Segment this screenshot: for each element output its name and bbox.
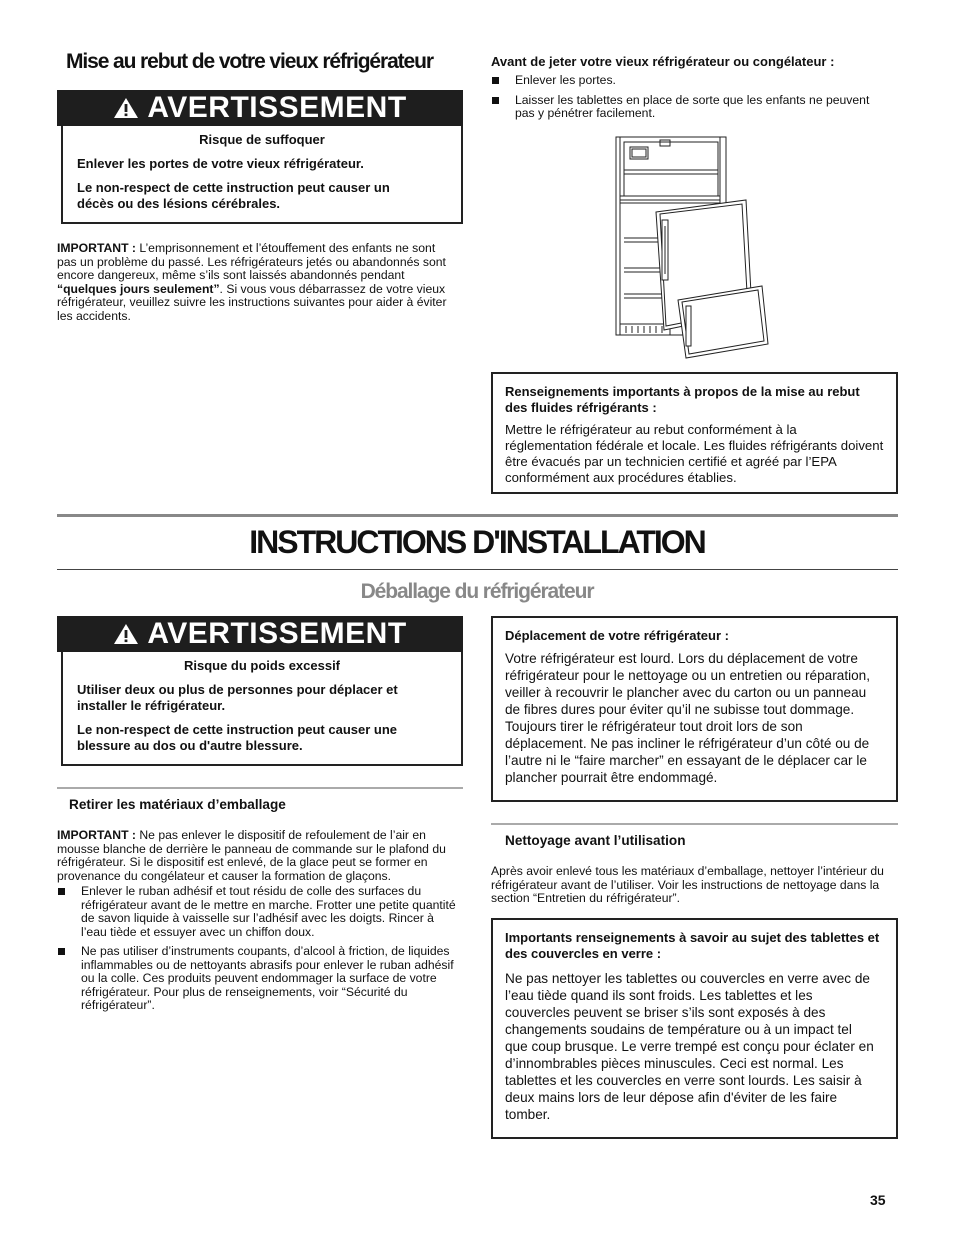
divider-bottom <box>57 569 898 570</box>
remove-packaging-important <box>57 829 462 883</box>
refrigerant-box-text: Mettre le réfrigérateur au rebut conformément à la réglementation fédérale et locale. Les fluides réfrigérants doivent être évacués par un technicien certifié et agréé par l’EPA conformément aux procédures établies. <box>505 422 884 485</box>
warning-triangle-icon <box>113 622 139 646</box>
before-disposal-title: Avant de jeter votre vieux réfrigérateur ou congélateur : <box>491 54 835 69</box>
section-subtitle: Déballage du réfrigérateur <box>360 580 594 603</box>
warning-banner-label: AVERTISSEMENT <box>147 617 407 650</box>
warning-body <box>61 652 463 766</box>
list-item: Ne pas utiliser d’instruments coupants, d’alcool à friction, de liquides inflammables ou de nettoyants abrasifs pour enlever le ruban adhésif ou la colle. Ces produits peuvent endommager la surface de votre réfrigérateur. Pour plus de renseignements, voir “Sécurité du réfrigérateur”. <box>57 945 462 1013</box>
moving-box-text: Votre réfrigérateur est lourd. Lors du déplacement de votre réfrigérateur pour le nettoyage ou un entretien ou réparation, veiller à recouvrir le plancher avec du carton ou un panneau de fibres dures pour éviter qu’il ne subisse tout dommage. Toujours tirer le réfrigérateur tout droit lors de son déplacement. Ne pas incliner le réfrigérateur d’un côté ou de l’autre ni le “faire marcher” en essayant de le déplacer car le plancher pourrait être endommagé. <box>505 651 871 785</box>
moving-refrigerator-box <box>491 616 898 802</box>
section-title-disposal: Mise au rebut de votre vieux réfrigérateur <box>66 50 433 73</box>
warning-weight <box>57 616 463 766</box>
important-paragraph <box>57 242 447 323</box>
important-label: IMPORTANT : <box>57 241 136 255</box>
list-item: Enlever les portes. <box>491 74 891 88</box>
list-item: Laisser les tablettes en place de sorte que les enfants ne peuvent pas y pénétrer facilement. <box>491 94 891 121</box>
important-text: L’emprisonnement et l’étouffement des enfants ne sont pas un problème du passé. Les réfrigérateurs jetés ou abandonnés sont encore dangereux, même s’ils sont laissés abandonnés pendant <box>57 241 446 282</box>
warning-banner-label: AVERTISSEMENT <box>147 91 407 124</box>
important-label: IMPORTANT : <box>57 828 136 842</box>
page-number: 35 <box>870 1192 886 1208</box>
warning-instruction: Enlever les portes de votre vieux réfrigérateur. <box>77 156 364 171</box>
important-text-2: . Si vous vous débarrassez de votre vieux réfrigérateur, veuillez suivre les instructions suivantes pour aider à éviter les accidents. <box>57 281 447 323</box>
warning-triangle-icon <box>113 96 139 120</box>
warning-body <box>61 126 463 224</box>
warning-instruction: Utiliser deux ou plus de personnes pour déplacer et installer le réfrigérateur. <box>77 682 398 713</box>
cleaning-title: Nettoyage avant l’utilisation <box>491 823 898 848</box>
remove-packaging-title: Retirer les matériaux d’emballage <box>57 787 463 812</box>
refrigerant-disposal-box <box>491 372 898 494</box>
warning-banner <box>57 616 463 652</box>
moving-box-title: Déplacement de votre réfrigérateur : <box>505 628 729 643</box>
warning-suffocation <box>57 90 463 224</box>
warning-consequence: Le non-respect de cette instruction peut causer un décès ou des lésions cérébrales. <box>77 180 390 211</box>
list-item: Enlever le ruban adhésif et tout résidu de colle des surfaces du réfrigérateur avant de le mettre en marche. Frotter une petite quantité de savon liquide à vaisselle sur l’adhésif avec les doigts. Rincer à l’eau tiède et essuyer avec un chiffon doux. <box>57 885 462 939</box>
refrigerant-box-title: Renseignements importants à propos de la mise au rebut des fluides réfrigérants : <box>505 384 860 415</box>
important-quote: “quelques jours seulement” <box>57 281 220 296</box>
important-text: Ne pas enlever le dispositif de refoulement de l’air en mousse blanche de derrière le panneau de commande sur le plafond du réfrigérateur. Si le dispositif est enlevé, de la glace peut se former en provenance du congélateur et causer la formation de glaçons. <box>57 828 446 883</box>
warning-banner <box>57 90 463 126</box>
warning-consequence: Le non-respect de cette instruction peut causer une blessure au dos ou d'autre blessure. <box>77 722 398 753</box>
before-disposal-list <box>491 74 891 127</box>
glass-shelves-box <box>491 918 898 1139</box>
warning-hazard: Risque du poids excessif <box>183 658 341 673</box>
page-title: INSTRUCTIONS D'INSTALLATION <box>249 524 705 560</box>
warning-hazard: Risque de suffoquer <box>199 132 325 147</box>
refrigerator-doors-removed-illustration <box>612 134 776 360</box>
remove-packaging-list <box>57 885 462 1019</box>
cleaning-text: Après avoir enlevé tous les matériaux d’emballage, nettoyer l’intérieur du réfrigérateur avant de l’utiliser. Voir les instructions de nettoyage dans la section “Entretien du réfrigérateur”. <box>491 864 884 905</box>
divider-top <box>57 514 898 517</box>
glass-shelves-text: Ne pas nettoyer les tablettes ou couvercles en verre avec de l’eau tiède quand ils sont froids. Les tablettes et les couvercles peuvent se briser s’ils sont exposés à des changements soudains de température ou à un impact tel que coup brusque. Le verre trempé est conçu pour éclater en d’innombrables pièces minuscules. Ceci est normal. Les tablettes et les couvercles en verre sont lourds. Les saisir à deux mains lors de leur dépose afin d'éviter de les faire tomber. <box>505 971 874 1122</box>
glass-shelves-title: Importants renseignements à savoir au sujet des tablettes et des couvercles en verre : <box>505 930 880 961</box>
